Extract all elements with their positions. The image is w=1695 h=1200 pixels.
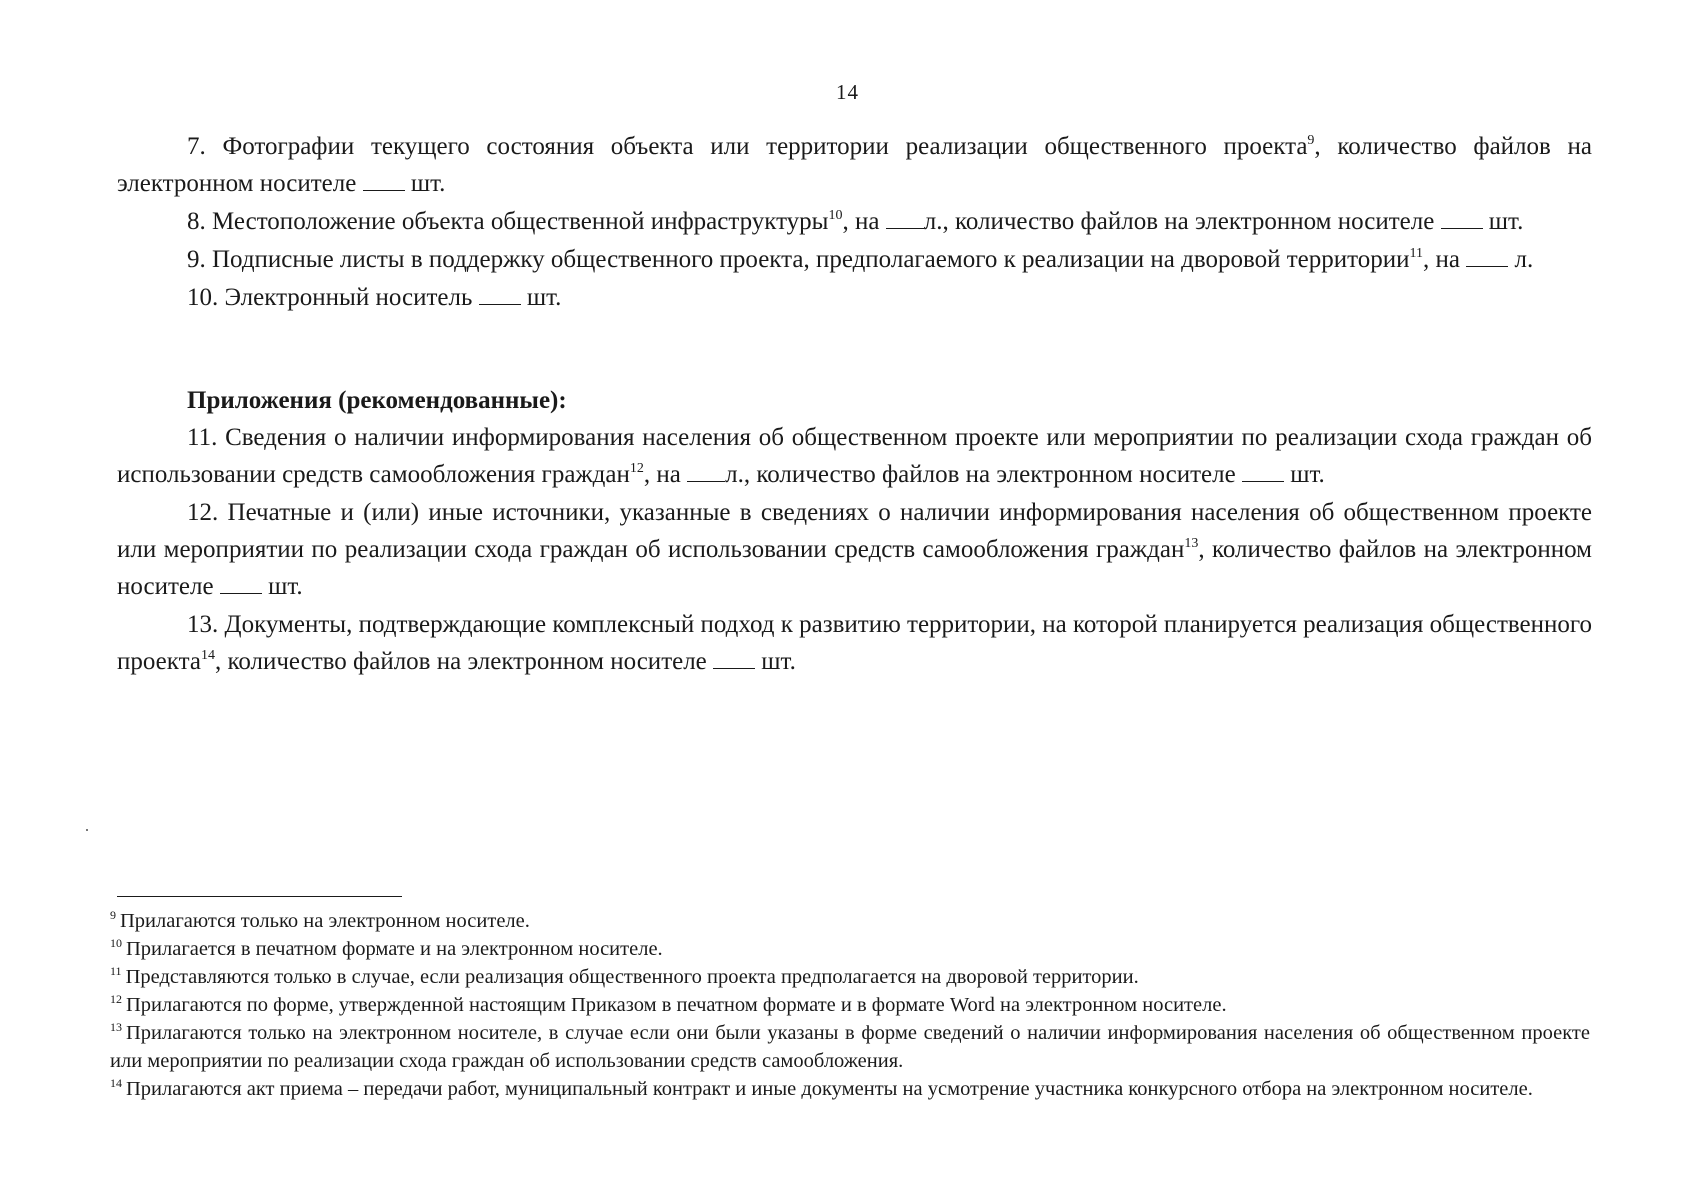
footnote-separator [117,896,402,897]
list-item [117,128,1592,202]
footnote [110,1075,1590,1103]
blank-field [687,463,725,482]
footnote-mark: 9 [110,908,116,922]
item-text: , на [842,208,886,235]
item-text: шт. [261,573,303,600]
list-item [117,241,1592,278]
item-text: шт. [520,284,562,311]
item-text: л., количество файлов на электронном носителе [923,208,1441,235]
item-number: 7. [187,133,206,160]
list-item [117,203,1592,240]
footnote-mark: 11 [110,964,122,978]
footnote-mark: 10 [110,936,122,950]
blank-field [1466,248,1508,267]
section-heading: Приложения (рекомендованные): [187,387,567,414]
footnote-mark: 12 [110,992,122,1006]
footnote-reference: 9 [1307,133,1315,148]
item-text: Электронный носитель [224,284,479,311]
item-text: , на [643,461,688,488]
footnote-reference: 12 [629,461,644,476]
item-text: л. [1508,246,1534,273]
footnote [110,1019,1590,1075]
footnote [110,907,1590,935]
item-text: шт. [1283,461,1325,488]
blank-field [886,210,924,229]
list-item [117,279,1592,316]
item-text: шт. [404,170,446,197]
footnote-text: Прилагается в печатном формате и на электронном носителе. [126,938,663,960]
recommended-items-list [117,419,1592,680]
item-number: 8. [187,208,206,235]
item-text: Фотографии текущего состояния объекта или территории реализации общественного проекта [222,133,1308,160]
blank-field [220,575,262,594]
scan-speck [86,829,88,831]
footnotes-list [110,907,1590,1103]
footnote-reference: 11 [1409,246,1423,261]
blank-field [1242,463,1284,482]
item-text: шт. [1482,208,1524,235]
item-text: , количество файлов на электронном носителе [117,536,1592,600]
footnote-mark: 14 [110,1076,122,1090]
footnote-text: Прилагаются по форме, утвержденной настоящим Приказом в печатном формате и в формате Word на электронном носителе. [126,994,1227,1016]
item-number: 9. [187,246,206,273]
page-number: 14 [836,80,859,104]
blank-field [713,650,755,669]
footnote-text: Прилагаются только на электронном носителе. [120,910,530,932]
footnote [110,935,1590,963]
document-body [117,128,1592,681]
footnote-text: Представляются только в случае, если реализация общественного проекта предполагается на дворовой территории. [125,966,1139,988]
footnote [110,991,1590,1019]
item-text: шт. [755,648,796,675]
item-text: , на [1422,246,1467,273]
item-number: 13. [187,611,219,638]
footnote [110,963,1590,991]
item-text: Документы, подтверждающие комплексный подход к развитию территории, на которой планируется реализация общественного проекта [117,611,1593,675]
list-item [117,494,1592,605]
footnote-mark: 13 [110,1020,122,1034]
footnote-reference: 13 [1184,536,1199,551]
item-number: 12. [187,499,219,526]
item-text: , количество файлов на электронном носителе [214,648,714,675]
list-item [117,606,1592,680]
blank-field [1441,210,1483,229]
blank-field [363,172,405,191]
footnote-text: Прилагаются акт приема – передачи работ, муниципальный контракт и иные документы на усмотрение участника конкурсного отбора на электронном носителе. [126,1078,1533,1100]
footnote-reference: 14 [200,648,215,663]
item-text: Местоположение объекта общественной инфраструктуры [212,208,829,235]
item-text: л., количество файлов на электронном носителе [725,461,1242,488]
item-text: , количество файлов на электронном носителе [117,133,1592,197]
item-text: Подписные листы в поддержку общественного проекта, предполагаемого к реализации на дворовой территории [212,246,1410,273]
blank-field [479,286,521,305]
required-items-list [117,128,1592,316]
item-number: 10. [187,284,219,311]
item-number: 11. [187,424,218,451]
item-text: Сведения о наличии информирования населения об общественном проекте или мероприятии по реализации схода граждан об использовании средств самообложения граждан [117,424,1592,488]
item-text: Печатные и (или) иные источники, указанные в сведениях о наличии информирования населения об общественном проекте или мероприятии по реализации схода граждан об использовании средств самообложения граждан [117,499,1592,563]
footnote-text: Прилагаются только на электронном носителе, в случае если они были указаны в форме сведений о наличии информирования населения об общественном проекте или мероприятии по реализации схода граждан об использовании средств самообложения. [110,1022,1590,1072]
list-item [117,419,1592,493]
footnote-reference: 10 [828,208,843,223]
